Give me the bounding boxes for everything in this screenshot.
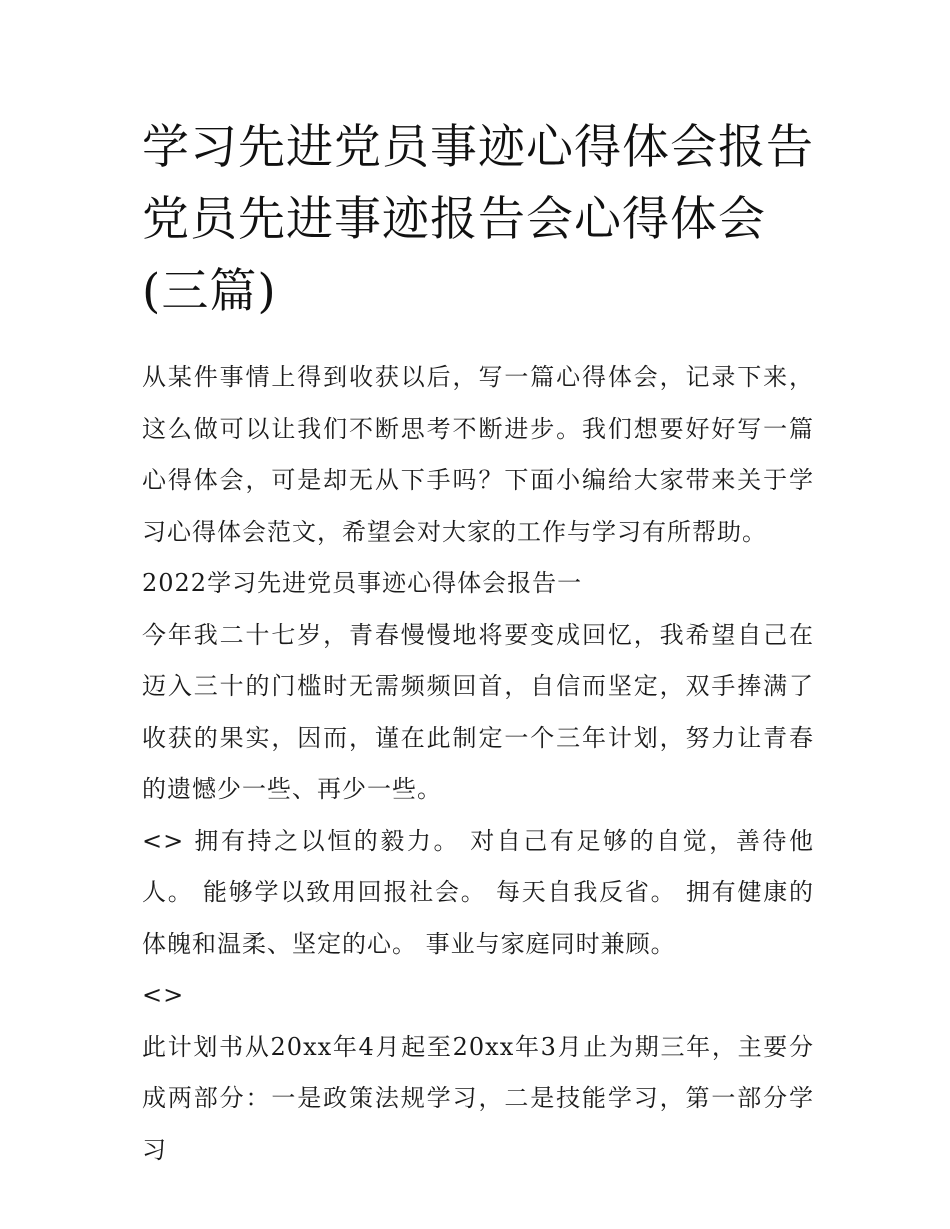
section-heading: 2022学习先进党员事迹心得体会报告一	[142, 569, 583, 597]
plan-paragraph: 此计划书从20xx年4月起至20xx年3月止为期三年，主要分成两部分：一是政策法规学习，二是技能学习，第一部分学习	[142, 1032, 814, 1164]
document-page	[142, 112, 814, 1176]
intro-paragraph: 从某件事情上得到收获以后，写一篇心得体会，记录下来，这么做可以让我们不断思考不断进步。我们想要好好写一篇心得体会，可是却无从下手吗？下面小编给大家带来关于学习心得体会范文，希望会对大家的工作与学习有所帮助。	[142, 363, 814, 546]
document-title: 学习先进党员事迹心得体会报告 党员先进事迹报告会心得体会(三篇)	[142, 120, 814, 319]
goals-paragraph: <> 拥有持之以恒的毅力。 对自己有足够的自觉，善待他人。 能够学以致用回报社会。 每天自我反省。 拥有健康的体魄和温柔、坚定的心。 事业与家庭同时兼顾。	[142, 826, 814, 958]
body-paragraph: 今年我二十七岁，青春慢慢地将要变成回忆，我希望自己在迈入三十的门槛时无需频频回首，自信而坚定，双手捧满了收获的果实，因而，谨在此制定一个三年计划，努力让青春的遗憾少一些、再少一些。	[142, 620, 814, 803]
placeholder-paragraph: <>	[142, 981, 185, 1009]
